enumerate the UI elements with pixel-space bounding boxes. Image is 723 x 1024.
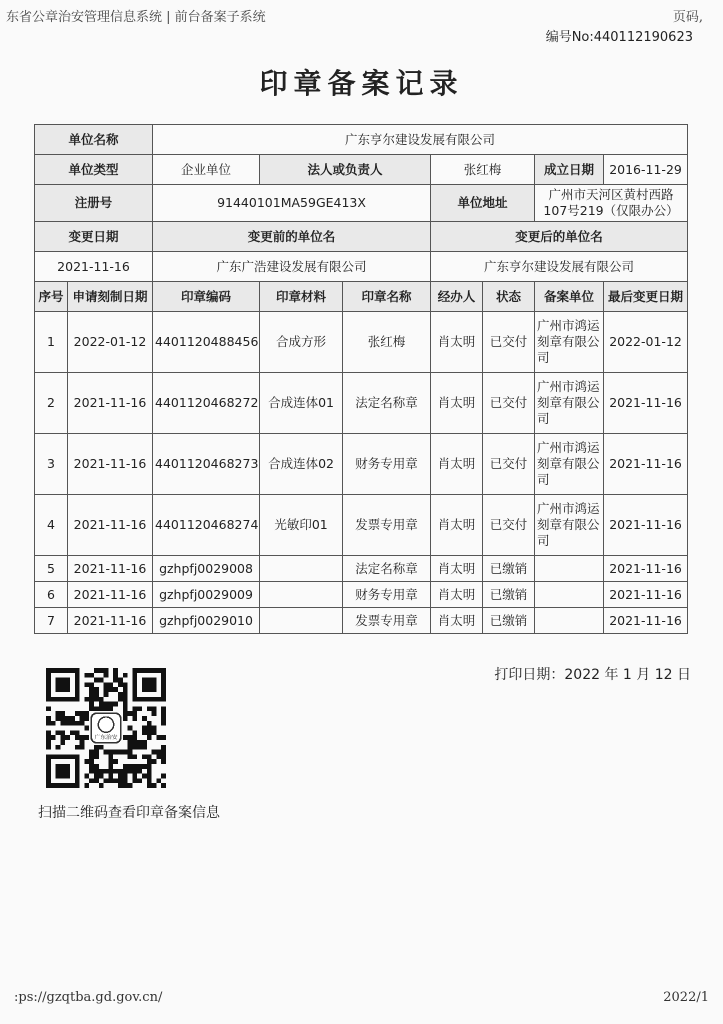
table-cell: 合成方形 (260, 312, 343, 373)
print-date: 打印日期：2022 年 1 月 12 日 (494, 667, 691, 683)
table-cell: 4 (35, 495, 68, 556)
column-header-row (35, 282, 688, 312)
table-row (35, 495, 688, 556)
system-header: 东省公章治安管理信息系统 | 前台备案子系统 (6, 10, 266, 25)
table-cell: 4401120468273 (153, 434, 260, 495)
table-cell: 2021-11-16 (68, 582, 153, 608)
record-table (34, 124, 688, 634)
table-cell: 肖太明 (431, 312, 483, 373)
footer-url[interactable]: :ps://gzqtba.gd.gov.cn/ (14, 990, 163, 1005)
table-cell: 2021-11-16 (604, 373, 688, 434)
table-row (35, 434, 688, 495)
table-cell: 6 (35, 582, 68, 608)
table-cell: 已缴销 (483, 556, 535, 582)
unit-name-label: 单位名称 (35, 125, 153, 155)
qr-code[interactable] (46, 668, 166, 788)
column-header: 序号 (35, 282, 68, 312)
table-cell (260, 556, 343, 582)
table-cell: 2022-01-12 (68, 312, 153, 373)
page-label: 页码, (672, 10, 703, 25)
table-cell: 4401120468272 (153, 373, 260, 434)
table-cell: 已交付 (483, 434, 535, 495)
column-header: 最后变更日期 (604, 282, 688, 312)
table-cell: 已缴销 (483, 582, 535, 608)
table-cell: 肖太明 (431, 373, 483, 434)
table-cell (535, 556, 604, 582)
table-cell: 已交付 (483, 495, 535, 556)
table-cell: 2021-11-16 (68, 373, 153, 434)
serial-number: 编号No:440112190623 (545, 30, 693, 45)
reg-number: 91440101MA59GE413X (153, 185, 431, 222)
address: 广州市天河区黄村西路107号219（仅限办公） (535, 185, 688, 222)
column-header: 申请刻制日期 (68, 282, 153, 312)
after-name-label: 变更后的单位名 (431, 222, 688, 252)
column-header: 印章编码 (153, 282, 260, 312)
table-cell: gzhpfj0029010 (153, 608, 260, 634)
table-cell: 法定名称章 (343, 556, 431, 582)
table-cell: 4401120468274 (153, 495, 260, 556)
table-cell: 广州市鸿运刻章有限公司 (535, 434, 604, 495)
table-cell: 已交付 (483, 312, 535, 373)
change-date: 2021-11-16 (35, 252, 153, 282)
table-row (35, 312, 688, 373)
table-cell (260, 582, 343, 608)
table-cell (260, 608, 343, 634)
change-date-label: 变更日期 (35, 222, 153, 252)
table-cell: 2022-01-12 (604, 312, 688, 373)
table-cell: 4401120488456 (153, 312, 260, 373)
table-cell: 2 (35, 373, 68, 434)
table-cell: 广州市鸿运刻章有限公司 (535, 495, 604, 556)
table-cell: 财务专用章 (343, 582, 431, 608)
table-cell: 肖太明 (431, 495, 483, 556)
unit-type: 企业单位 (153, 155, 260, 185)
table-cell: 已交付 (483, 373, 535, 434)
table-cell: 7 (35, 608, 68, 634)
before-name-label: 变更前的单位名 (153, 222, 431, 252)
column-header: 状态 (483, 282, 535, 312)
table-cell: 2021-11-16 (68, 608, 153, 634)
table-row (35, 582, 688, 608)
table-cell: 发票专用章 (343, 608, 431, 634)
column-header: 经办人 (431, 282, 483, 312)
table-cell: 2021-11-16 (604, 556, 688, 582)
column-header: 印章名称 (343, 282, 431, 312)
table-cell: 合成连体01 (260, 373, 343, 434)
table-cell: 合成连体02 (260, 434, 343, 495)
reg-label: 注册号 (35, 185, 153, 222)
table-cell: 3 (35, 434, 68, 495)
table-cell (535, 608, 604, 634)
table-cell: 张红梅 (343, 312, 431, 373)
table-cell: 法定名称章 (343, 373, 431, 434)
after-name: 广东亨尔建设发展有限公司 (431, 252, 688, 282)
table-cell: 2021-11-16 (68, 495, 153, 556)
table-cell: gzhpfj0029009 (153, 582, 260, 608)
table-row (35, 556, 688, 582)
founded-label: 成立日期 (535, 155, 604, 185)
footer-page: 2022/1 (663, 990, 709, 1005)
before-name: 广东广浩建设发展有限公司 (153, 252, 431, 282)
unit-name: 广东亨尔建设发展有限公司 (153, 125, 688, 155)
table-cell: 2021-11-16 (604, 434, 688, 495)
table-row (35, 608, 688, 634)
column-header: 备案单位 (535, 282, 604, 312)
qr-badge-text: 广东治安 (94, 735, 118, 742)
table-cell: 2021-11-16 (604, 495, 688, 556)
table-cell: 2021-11-16 (604, 608, 688, 634)
table-cell: 肖太明 (431, 582, 483, 608)
table-cell: 肖太明 (431, 608, 483, 634)
table-cell: 已缴销 (483, 608, 535, 634)
table-cell: 2021-11-16 (68, 556, 153, 582)
legal-label: 法人或负责人 (260, 155, 431, 185)
table-cell: 光敏印01 (260, 495, 343, 556)
table-cell (535, 582, 604, 608)
column-header: 印章材料 (260, 282, 343, 312)
table-cell: 广州市鸿运刻章有限公司 (535, 312, 604, 373)
table-row (35, 373, 688, 434)
founded-date: 2016-11-29 (604, 155, 688, 185)
table-cell: 2021-11-16 (604, 582, 688, 608)
table-cell: 肖太明 (431, 556, 483, 582)
table-cell: 肖太明 (431, 434, 483, 495)
table-cell: 发票专用章 (343, 495, 431, 556)
unit-type-label: 单位类型 (35, 155, 153, 185)
legal-person: 张红梅 (431, 155, 535, 185)
table-cell: 广州市鸿运刻章有限公司 (535, 373, 604, 434)
table-cell: 财务专用章 (343, 434, 431, 495)
table-cell: gzhpfj0029008 (153, 556, 260, 582)
table-cell: 2021-11-16 (68, 434, 153, 495)
qr-caption: 扫描二维码查看印章备案信息 (38, 805, 220, 821)
address-label: 单位地址 (431, 185, 535, 222)
page-title: 印章备案记录 (259, 67, 464, 100)
table-cell: 5 (35, 556, 68, 582)
table-cell: 1 (35, 312, 68, 373)
